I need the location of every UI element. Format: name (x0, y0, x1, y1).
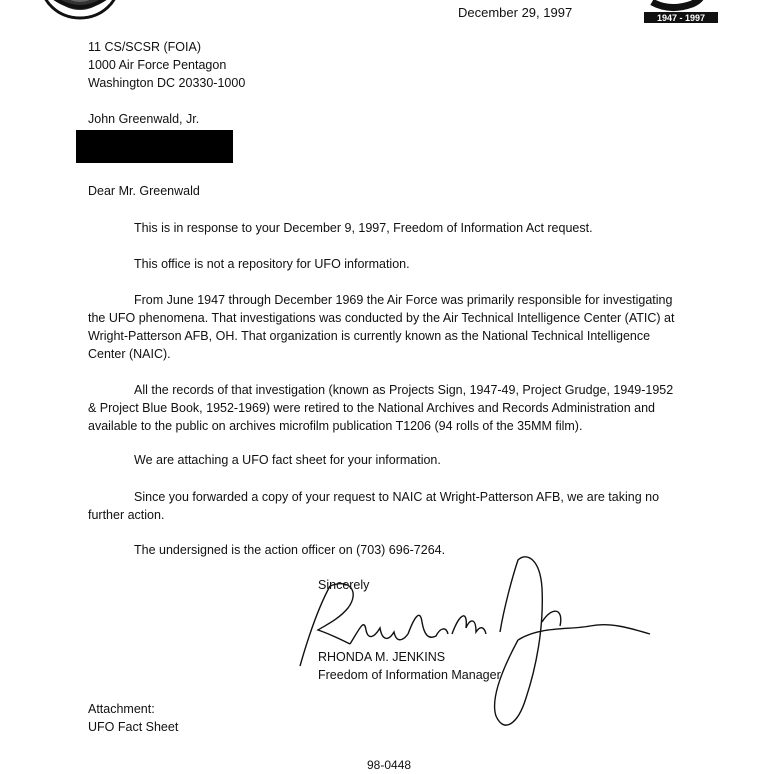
body-paragraph-text: This is in response to your December 9, 1997, Freedom of Information Act request. (134, 221, 593, 235)
body-paragraph (88, 451, 688, 469)
salutation: Dear Mr. Greenwald (88, 184, 200, 198)
sender-address (88, 38, 245, 92)
body-paragraph (88, 219, 688, 237)
closing: Sincerely (318, 578, 370, 592)
anniversary-logo-text: 1947 - 1997 (656, 13, 706, 23)
attachment-block (88, 700, 178, 736)
body-paragraph (88, 381, 688, 435)
body-paragraph (88, 488, 688, 524)
signer-title: Freedom of Information Manager (318, 668, 501, 682)
body-paragraph-text: This office is not a repository for UFO information. (134, 257, 410, 271)
reference-number: 98-0448 (367, 758, 412, 772)
sender-address-line: 11 CS/SCSR (FOIA) (88, 40, 201, 54)
signer-block (318, 648, 501, 684)
body-paragraph-text: Since you forwarded a copy of your request to NAIC at Wright-Patterson AFB, we are taking no further action. (88, 490, 660, 522)
body-paragraph-text: All the records of that investigation (known as Projects Sign, 1947-49, Project Grudge, 1949-1952 & Project Blue Book, 1952-1969) were retired to the National Archives and Records Administration and available to the public on archives microfilm publication T1206 (94 rolls of the 35MM film). (88, 383, 674, 433)
body-paragraph-text: From June 1947 through December 1969 the Air Force was primarily responsible for investigating the UFO phenomena. That investigations was conducted by the Air Technical Intelligence Center (ATIC) at Wright-Patterson AFB, OH. That organization is currently known as the National Technical Intelligence Center (NAIC). (88, 293, 675, 361)
attachment-label: Attachment: (88, 702, 155, 716)
handwritten-signature (290, 548, 660, 738)
letter-date: December 29, 1997 (458, 5, 573, 20)
anniversary-logo-graphic (640, 0, 720, 24)
attachment-item: UFO Fact Sheet (88, 720, 179, 734)
redaction-bar (76, 130, 233, 163)
signer-name: RHONDA M. JENKINS (318, 650, 446, 664)
body-paragraph-text: The undersigned is the action officer on (703) 696-7264. (134, 543, 446, 557)
anniversary-logo (640, 0, 720, 24)
body-paragraph-text: We are attaching a UFO fact sheet for your information. (134, 453, 441, 467)
body-paragraph (88, 255, 688, 273)
recipient-name: John Greenwald, Jr. (88, 112, 200, 126)
body-paragraph (88, 291, 688, 363)
sender-address-line: 1000 Air Force Pentagon (88, 58, 227, 72)
air-force-seal (40, 0, 120, 20)
recipient-block (88, 110, 199, 128)
sender-address-line: Washington DC 20330-1000 (88, 76, 246, 90)
